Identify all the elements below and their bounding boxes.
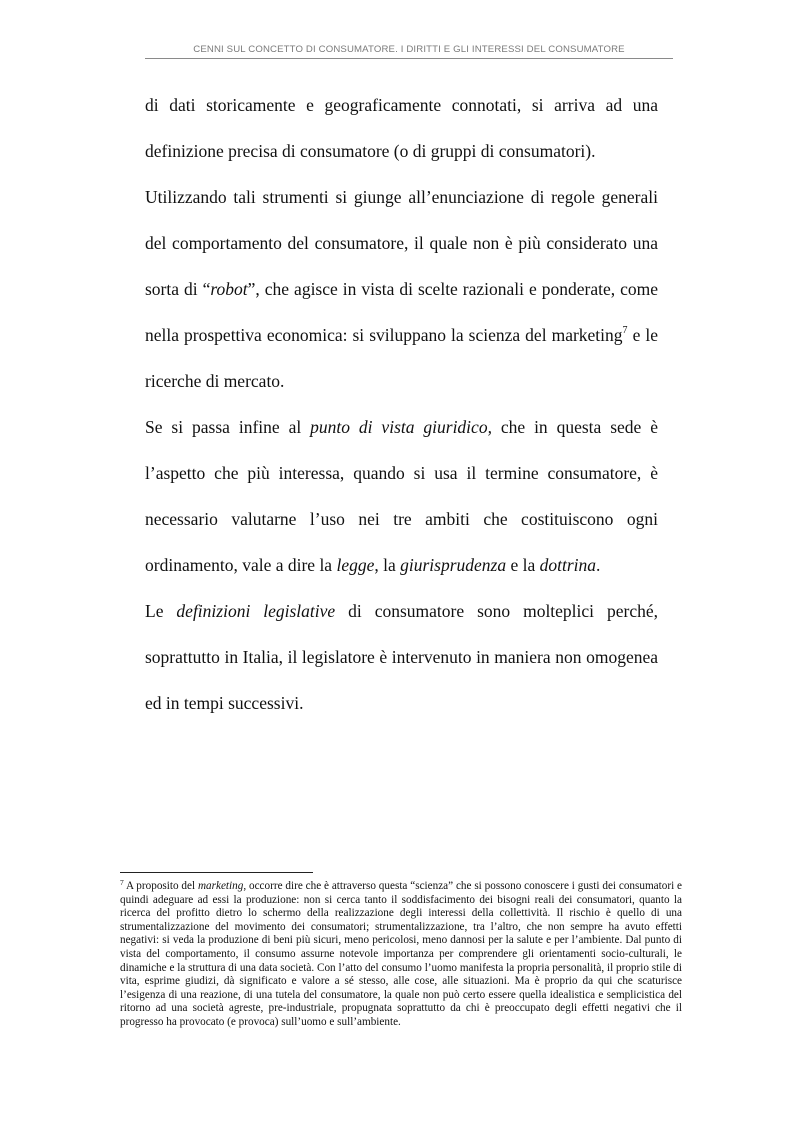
- italic-run: giurisprudenza: [400, 555, 507, 575]
- italic-run: marketing: [197, 880, 244, 892]
- italic-run: definizioni legislative: [176, 601, 336, 621]
- text-run: Utilizzando tali strumenti si giunge all’enunciazione di regole generali del comportamento del consumatore, il quale non è più considerato una sorta di “: [145, 187, 658, 299]
- footnote-7: [120, 880, 682, 1030]
- text-run: .: [596, 555, 601, 575]
- text-run: , occorre dire che è attraverso questa “scienza” che si possono conoscere i gusti dei consumatori e quindi adeguare ad essi la produzione: non si cerca tanto il soddisfacimento dei bisogni reali dei consumatori, quanto la ricerca del profitto dietro lo schermo della realizzazione degli interessi della collettività. Il rischio è quello di una strumentalizzazione del movimento dei consumatori; strumentalizzazione, tra l’altro, che non sempre ha avuto effetti negativi: si veda la produzione di beni più sicuri, meno pericolosi, meno dannosi per la salute e per l’ambiente. Dal punto di vista del comportamento, il consumo assurne notevole importanza per comprendere gli orientamenti socio-culturali, le dinamiche e la struttura di una data società. Con l’atto del consumo l’uomo manifesta la propria personalità, il proprio stile di vita, esprime giudizi, dà significato e valore a sé stesso, alle cose, alle situazioni. Ma è proprio da qui che scaturisce l’esigenza di una reazione, di una tutela del consumatore, la quale non può certo essere quella idealistica e semplicistica del ritorno ad una società agreste, pre-industriale, propugnata soprattutto da chi è preoccupato degli effetti negativi che il progresso ha provocato (e provoca) sull’uomo e sull’ambiente.: [120, 880, 682, 1028]
- text-run: Le: [145, 601, 177, 621]
- italic-run: punto di vista giuridico,: [310, 417, 492, 437]
- body-text: [145, 82, 658, 726]
- text-run: , la: [374, 555, 401, 575]
- text-run: di consumatore sono molteplici perché, soprattutto in Italia, il legislatore è intervenuto in maniera non omogenea ed in tempi successivi.: [145, 601, 658, 713]
- running-header: CENNI SUL CONCETTO DI CONSUMATORE. I DIRITTI E GLI INTERESSI DEL CONSUMATORE: [193, 44, 625, 55]
- italic-run: dottrina: [539, 555, 597, 575]
- italic-run: legge: [336, 555, 375, 575]
- text-run: Se si passa infine al: [145, 417, 311, 437]
- text-run: ”, che agisce in vista di scelte razionali e ponderate, come nella prospettiva economica: si sviluppano la scienza del marketing: [145, 279, 658, 345]
- footnote-reference: 7: [622, 325, 628, 336]
- text-run: di dati storicamente e geograficamente connotati, si arriva ad una definizione precisa di consumatore (o di gruppi di consumatori).: [145, 95, 658, 161]
- italic-run: robot: [210, 279, 248, 299]
- header-rule: [145, 58, 673, 59]
- paragraph-3: [145, 404, 658, 588]
- paragraph-2: [145, 174, 658, 404]
- text-run: e la: [506, 555, 540, 575]
- text-run: A proposito del: [123, 880, 198, 892]
- paragraph-4: [145, 588, 658, 726]
- paragraph-1: [145, 82, 658, 174]
- footnote-separator: [120, 872, 313, 873]
- footnote-number: 7: [120, 878, 124, 887]
- text-run: che in questa sede è l’aspetto che più interessa, quando si usa il termine consumatore, è necessario valutarne l’uso nei tre ambiti che costituiscono ogni ordinamento, vale a dire la: [145, 417, 659, 575]
- text-run: e le ricerche di mercato.: [145, 325, 658, 391]
